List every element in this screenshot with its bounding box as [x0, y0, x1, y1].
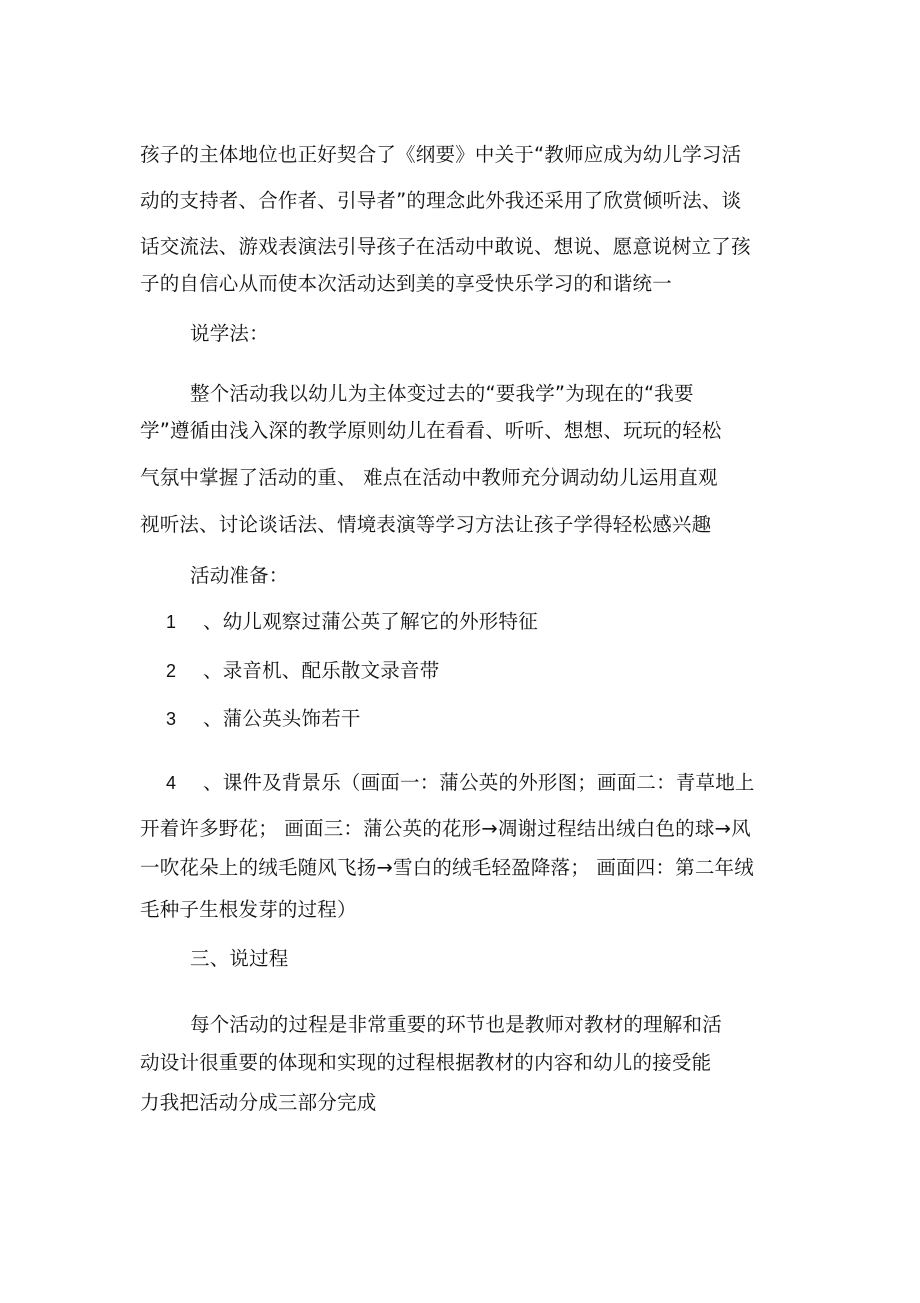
- paragraph2-line-4: 视听法、讨论谈话法、情境表演等学习方法让孩子学得轻松感兴趣: [140, 513, 712, 536]
- heading-process: 三、说过程: [190, 947, 289, 970]
- heading-preparation: 活动准备：: [190, 564, 289, 587]
- paragraph3-line-3: 力我把活动分成三部分完成: [140, 1091, 377, 1114]
- list-item-continuation-line-1: 开着许多野花； 画面三：蒲公英的花形→凋谢过程结出绒白色的球→风: [140, 817, 751, 840]
- list-item-number: 2: [166, 661, 177, 681]
- heading-study-method: 说学法：: [190, 322, 269, 345]
- list-item-number: 4: [166, 773, 177, 793]
- list-item-text: 、课件及背景乐（画面一：蒲公英的外形图；画面二：青草地上: [203, 771, 755, 794]
- list-item-text: 、幼儿观察过蒲公英了解它的外形特征: [203, 610, 538, 633]
- list-item-text: 、蒲公英头饰若干: [203, 707, 361, 730]
- list-item-text: 、录音机、配乐散文录音带: [203, 659, 440, 682]
- paragraph2-line-1: 整个活动我以幼儿为主体变过去的“要我学”为现在的“我要: [190, 382, 694, 405]
- list-item-number: 1: [166, 612, 177, 632]
- list-item-continuation-line-2: 一吹花朵上的绒毛随风飞扬→雪白的绒毛轻盈降落； 画面四：第二年绒: [140, 856, 754, 879]
- paragraph2-line-2: 学”遵循由浅入深的教学原则幼儿在看看、听听、想想、玩玩的轻松: [140, 419, 722, 442]
- paragraph3-line-2: 动设计很重要的体现和实现的过程根据教材的内容和幼儿的接受能: [140, 1051, 712, 1074]
- paragraph2-line-3: 气氛中掌握了活动的重、 难点在活动中教师充分调动幼儿运用直观: [140, 466, 718, 489]
- list-item-continuation-line-3: 毛种子生根发芽的过程）: [140, 898, 357, 921]
- list-item-number: 3: [166, 709, 177, 729]
- paragraph1-line-1: 孩子的主体地位也正好契合了《纲要》中关于“教师应成为幼儿学习活: [140, 143, 742, 166]
- paragraph1-line-4: 子的自信心从而使本次活动达到美的享受快乐学习的和谐统一: [140, 272, 672, 295]
- paragraph1-line-2: 动的支持者、合作者、引导者”的理念此外我还采用了欣赏倾听法、谈: [140, 189, 742, 212]
- paragraph3-line-1: 每个活动的过程是非常重要的环节也是教师对教材的理解和活: [190, 1013, 722, 1036]
- paragraph1-line-3: 话交流法、游戏表演法引导孩子在活动中敢说、想说、愿意说树立了孩: [140, 235, 751, 258]
